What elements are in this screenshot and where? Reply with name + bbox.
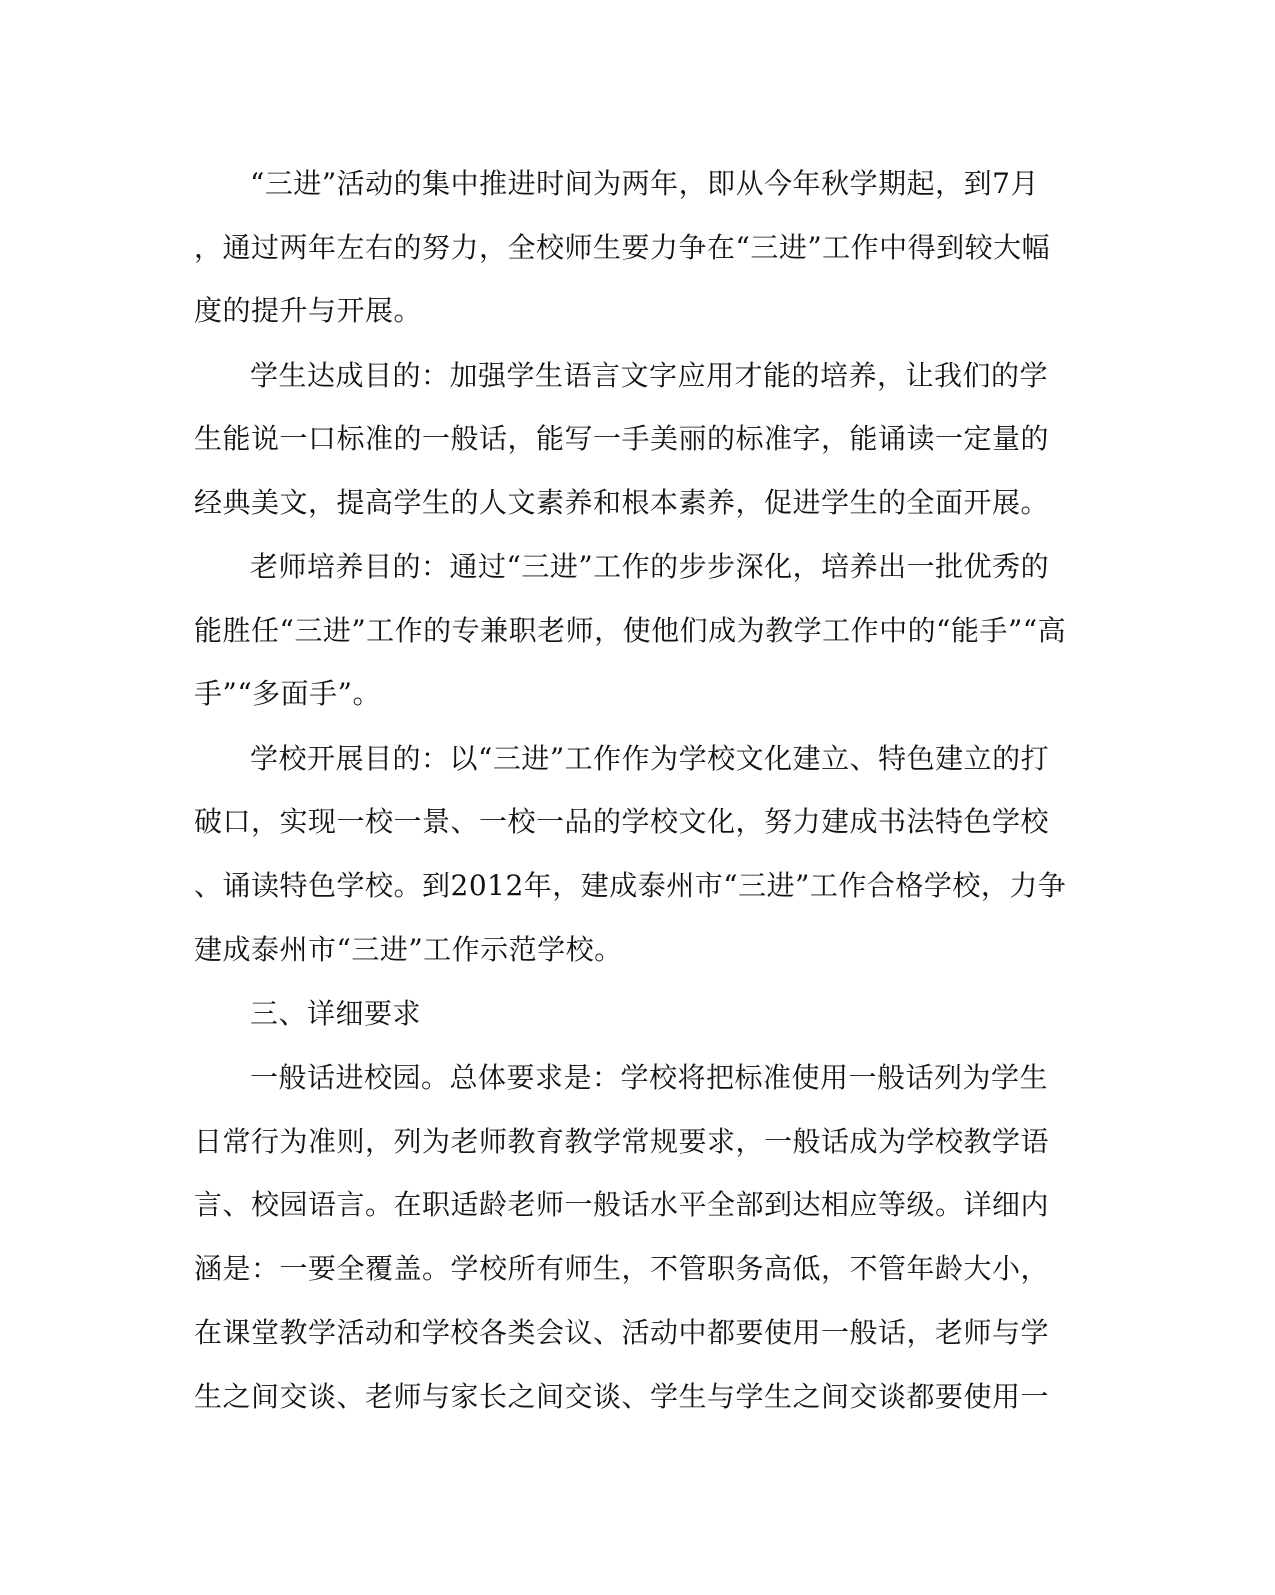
text-line: 学校开展目的：以“三进”工作作为学校文化建立、特色建立的打	[250, 742, 1050, 775]
text-line: 生之间交谈、老师与家长之间交谈、学生与学生之间交谈都要使用一	[194, 1380, 1050, 1413]
text-line: 能胜任“三进”工作的专兼职老师，使他们成为教学工作中的“能手”“高	[194, 614, 1067, 647]
text-line: 日常行为准则，列为老师教育教学常规要求，一般话成为学校教学语	[194, 1125, 1050, 1158]
text-line: 建成泰州市“三进”工作示范学校。	[194, 933, 623, 966]
text-line: 破口，实现一校一景、一校一品的学校文化，努力建成书法特色学校	[194, 805, 1050, 838]
text-line: 学生达成目的：加强学生语言文字应用才能的培养，让我们的学	[250, 359, 1049, 392]
section-heading: 三、详细要求	[250, 997, 422, 1030]
text-line: 言、校园语言。在职适龄老师一般话水平全部到达相应等级。详细内	[194, 1188, 1050, 1221]
text-line: ，通过两年左右的努力，全校师生要力争在“三进”工作中得到较大幅	[194, 231, 1051, 264]
text-line: “三进”活动的集中推进时间为两年，即从今年秋学期起，到7月	[250, 167, 1039, 200]
text-line: 、诵读特色学校。到2012年，建成泰州市“三进”工作合格学校，力争	[194, 869, 1067, 902]
text-line: 一般话进校园。总体要求是：学校将把标准使用一般话列为学生	[250, 1061, 1049, 1094]
text-line: 涵是：一要全覆盖。学校所有师生，不管职务高低，不管年龄大小，	[194, 1252, 1050, 1285]
text-line: 在课堂教学活动和学校各类会议、活动中都要使用一般话，老师与学	[194, 1316, 1050, 1349]
text-line: 经典美文，提高学生的人文素养和根本素养，促进学生的全面开展。	[194, 486, 1050, 519]
text-line: 老师培养目的：通过“三进”工作的步步深化，培养出一批优秀的	[250, 550, 1050, 583]
text-line: 生能说一口标准的一般话，能写一手美丽的标准字，能诵读一定量的	[194, 422, 1050, 455]
text-line: 度的提升与开展。	[194, 294, 423, 327]
text-line: 手”“多面手”。	[194, 677, 381, 710]
